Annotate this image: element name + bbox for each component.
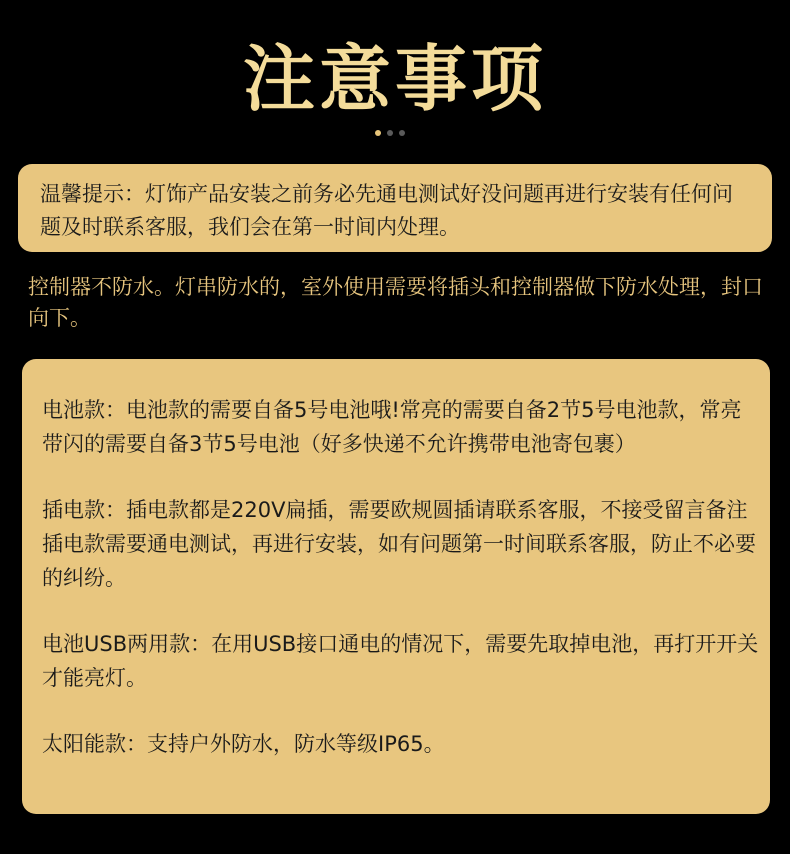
page-title: 注意事项 (242, 37, 547, 121)
tip-box (18, 164, 772, 252)
dot (387, 130, 393, 136)
battery-note: 电池款：电池款的需要自备5号电池哦!常亮的需要自备2节5号电池款，常亮带闪的需要自备3节5号电池（好多快递不允许携带电池寄包裹） (42, 398, 742, 456)
product-notes-box (22, 359, 770, 814)
dot (399, 130, 405, 136)
waterproof-notice: 控制器不防水。灯串防水的，室外使用需要将插头和控制器做下防水处理，封口向下。 (28, 275, 763, 330)
carousel-dots (375, 130, 405, 138)
usb-battery-note: 电池USB两用款：在用USB接口通电的情况下，需要先取掉电池，再打开开关才能亮灯。 (42, 632, 759, 690)
tip-text: 温馨提示：灯饰产品安装之前务必先通电测试好没问题再进行安装有任何问题及时联系客服，我们会在第一时间内处理。 (40, 182, 733, 239)
plug-note: 插电款：插电款都是220V扁插，需要欧规圆插请联系客服，不接受留言备注插电款需要通电测试，再进行安装，如有问题第一时间联系客服，防止不必要的纠纷。 (42, 498, 756, 590)
solar-note: 太阳能款：支持户外防水，防水等级IP65。 (42, 732, 445, 756)
dot-active (375, 130, 381, 136)
